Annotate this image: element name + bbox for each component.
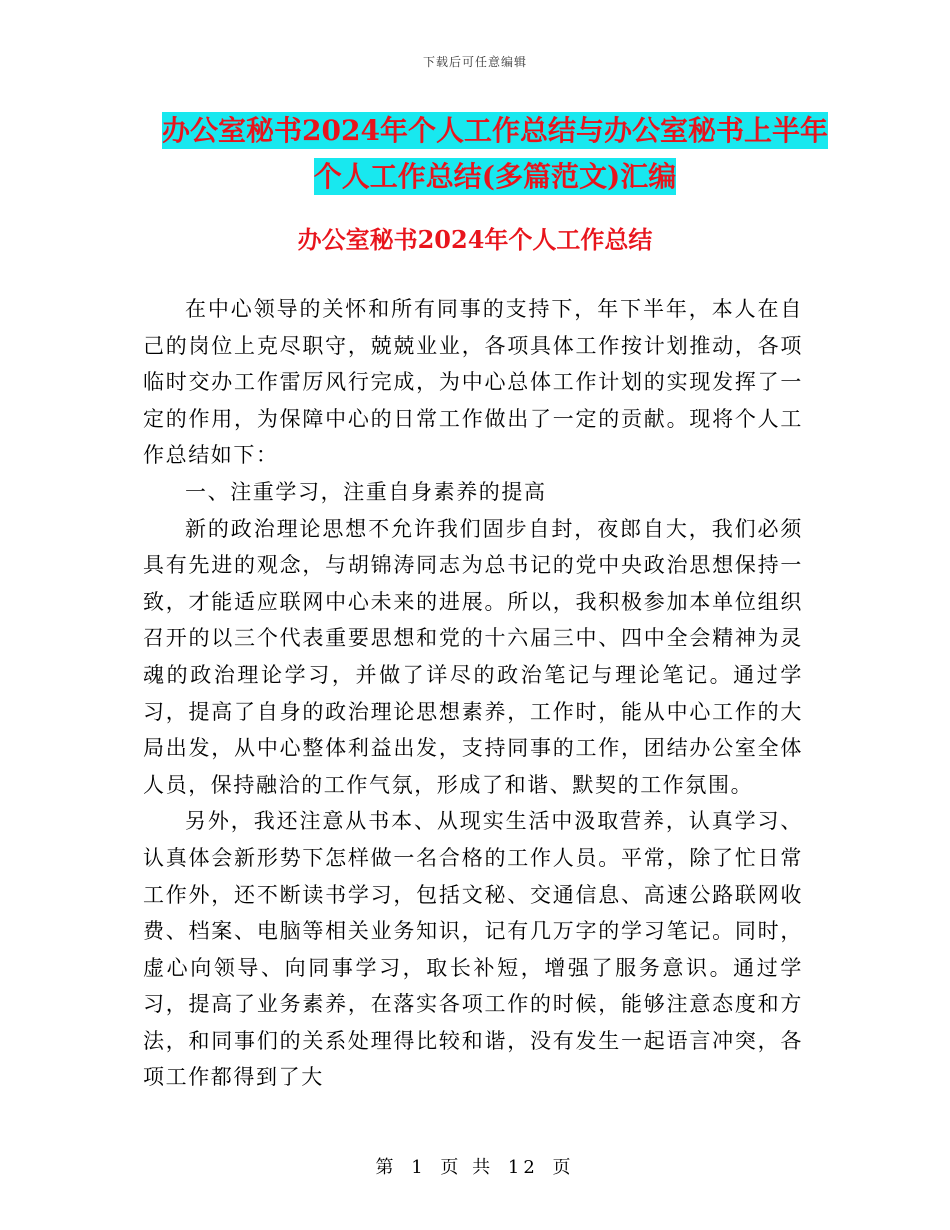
document-title: [150, 108, 840, 200]
paragraph-intro: 在中心领导的关怀和所有同事的支持下，年下半年，本人在自己的岗位上克尽职守，兢兢业业，各项具体工作按计划推动，各项临时交办工作雷厉风行完成，为中心总体工作计划的实现发挥了一定的作用，为保障中心的日常工作做出了一定的贡献。现将个人工作总结如下：: [143, 297, 803, 468]
footer-mid: 页 共: [440, 1157, 495, 1178]
footer-suffix: 页: [552, 1157, 575, 1178]
page-footer: [0, 1153, 950, 1179]
paragraph-study: 另外，我还注意从书本、从现实生活中汲取营养，认真学习、认真体会新形势下怎样做一名合格的工作人员。平常，除了忙日常工作外，还不断读书学习，包括文秘、交通信息、高速公路联网收费、档案、电脑等相关业务知识，记有几万字的学习笔记。同时，虚心向领导、向同事学习，取长补短，增强了服务意识。通过学习，提高了业务素养，在落实各项工作的时候，能够注意态度和方法，和同事们的关系处理得比较和谐，没有发生一起语言冲突，各项工作都得到了大: [143, 809, 803, 1090]
title-line-2: 个人工作总结(多篇范文)汇编: [313, 160, 677, 193]
section-title: 办公室秘书2024年个人工作总结: [297, 225, 653, 254]
footer-prefix: 第: [375, 1157, 398, 1178]
paragraph-politics: 新的政治理论思想不允许我们固步自封，夜郎自大，我们必须具有先进的观念，与胡锦涛同志为总书记的党中央政治思想保持一致，才能适应联网中心未来的进展。所以，我积极参加本单位组织召开的以三个代表重要思想和党的十六届三中、四中全会精神为灵魂的政治理论学习，并做了详尽的政治笔记与理论笔记。通过学习，提高了自身的政治理论思想素养，工作时，能从中心工作的大局出发，从中心整体利益出发，支持同事的工作，团结办公室全体人员，保持融洽的工作气氛，形成了和谐、默契的工作氛围。: [143, 516, 803, 797]
footer-page-number: 1: [411, 1157, 427, 1178]
paragraph-heading-1: 一、注重学习，注重自身素养的提高: [185, 479, 547, 504]
title-line-1: 办公室秘书2024年个人工作总结与办公室秘书上半年: [162, 114, 828, 147]
footer-total-pages: 12: [507, 1157, 539, 1178]
header-note: 下载后可任意编辑: [422, 55, 527, 69]
document-body: [143, 291, 803, 1096]
